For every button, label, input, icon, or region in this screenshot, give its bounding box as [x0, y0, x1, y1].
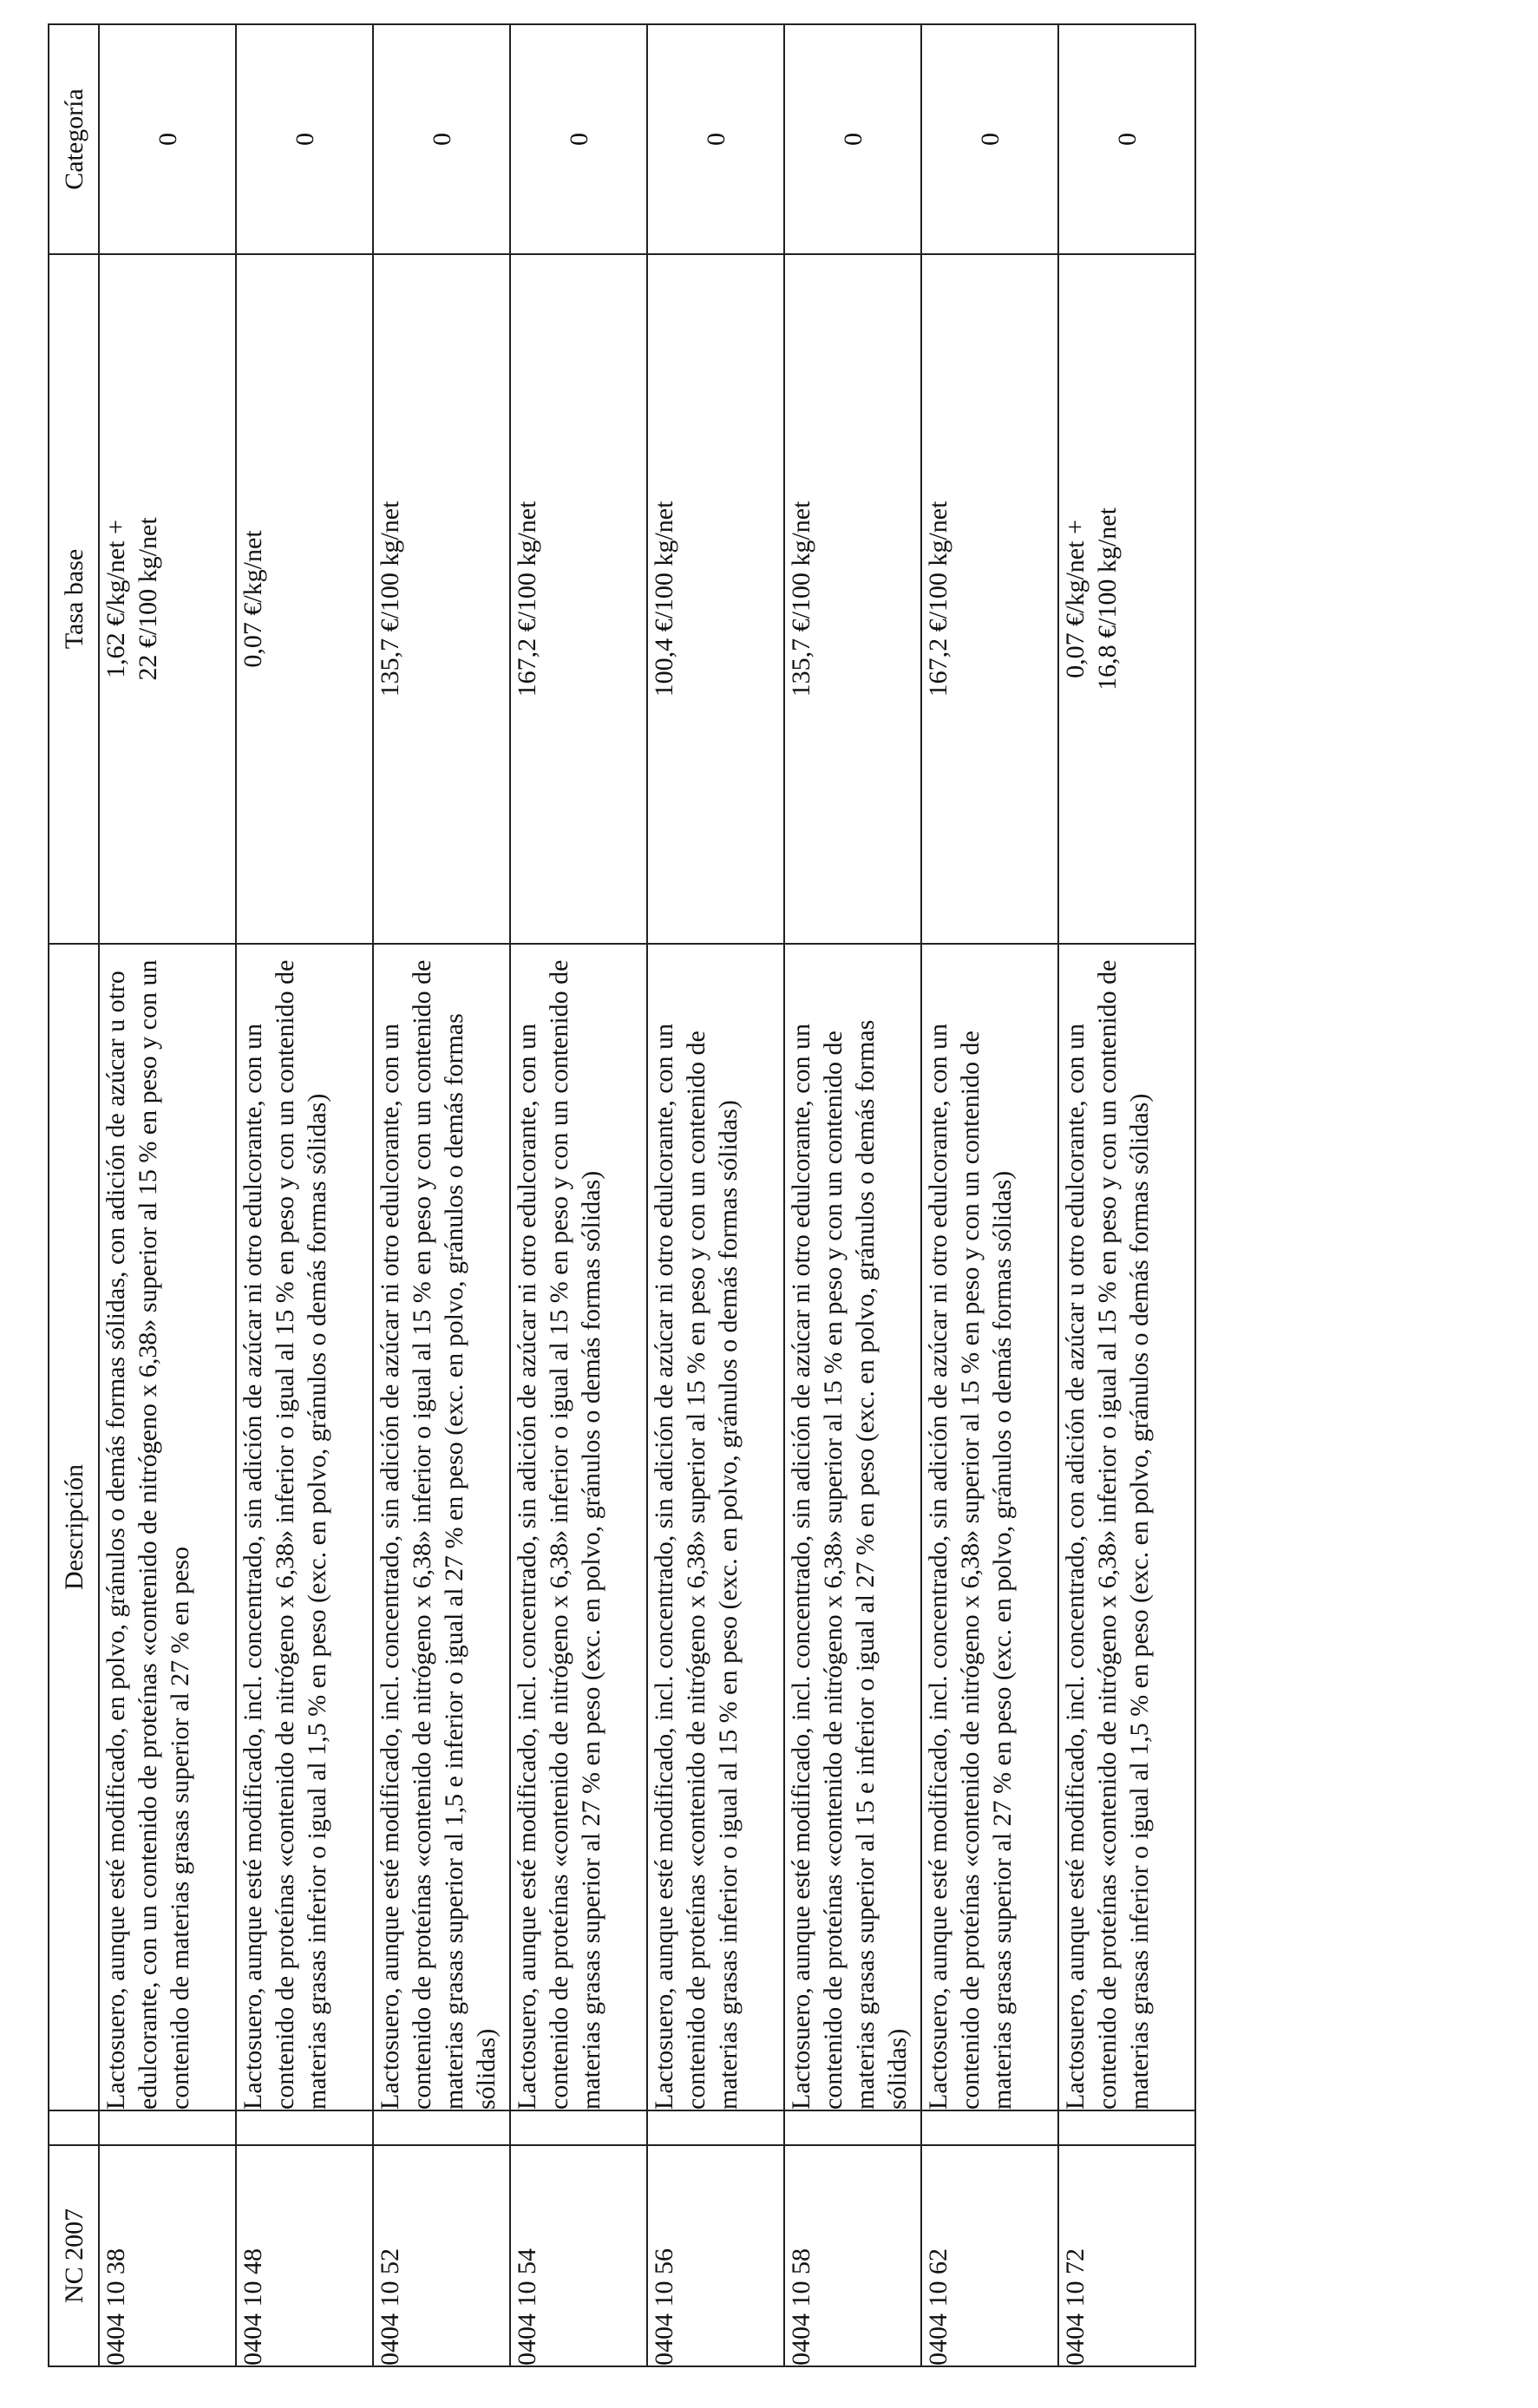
blank-cell — [921, 2110, 1058, 2145]
table-row — [236, 24, 373, 2366]
category-cell: 0 — [236, 24, 373, 254]
description-cell: Lactosuero, aunque esté modificado, en polvo, gránulos o demás formas sólidas, con adición de azúcar u otro edulcorante, con un contenido de proteínas «contenido de nitrógeno x 6,38» superior al 15 % en peso y con un contenido de materias grasas superior al 27 % en peso — [99, 944, 236, 2110]
table-header-row — [49, 24, 99, 2366]
base-rate-line: 167,2 €/100 kg/net — [924, 501, 952, 697]
nc-code: 0404 10 62 — [921, 2145, 1058, 2366]
base-rate-cell — [784, 254, 921, 944]
description-cell: Lactosuero, aunque esté modificado, incl. concentrado, sin adición de azúcar ni otro edulcorante, con un contenido de proteínas «contenido de nitrógeno x 6,38» superior al 15 % en peso y con un contenido de materias grasas inferior o igual al 15 % en peso (exc. en polvo, gránulos o demás formas sólidas) — [647, 944, 784, 2110]
nc-code: 0404 10 48 — [236, 2145, 373, 2366]
blank-cell — [784, 2110, 921, 2145]
blank-cell — [510, 2110, 647, 2145]
nc-code: 0404 10 54 — [510, 2145, 647, 2366]
blank-cell — [1058, 2110, 1195, 2145]
tariff-table — [48, 23, 1196, 2367]
base-rate-line: 135,7 €/100 kg/net — [787, 501, 815, 697]
nc-code: 0404 10 56 — [647, 2145, 784, 2366]
base-rate-line: 16,8 €/100 kg/net — [1093, 507, 1122, 690]
base-rate-line: 135,7 €/100 kg/net — [376, 501, 404, 697]
blank-cell — [647, 2110, 784, 2145]
blank-cell — [373, 2110, 510, 2145]
base-rate-cell — [99, 254, 236, 944]
base-rate-cell — [1058, 254, 1195, 944]
category-cell: 0 — [784, 24, 921, 254]
base-rate-cell — [510, 254, 647, 944]
header-blank — [49, 2110, 99, 2145]
table-row — [647, 24, 784, 2366]
category-cell: 0 — [921, 24, 1058, 254]
description-cell: Lactosuero, aunque esté modificado, incl. concentrado, sin adición de azúcar ni otro edulcorante, con un contenido de proteínas «contenido de nitrógeno x 6,38» inferior o igual al 15 % en peso y con un contenido de materias grasas superior al 1,5 e inferior o igual al 27 % en peso (exc. en polvo, gránulos o demás formas sólidas) — [373, 944, 510, 2110]
table-row — [784, 24, 921, 2366]
table-row — [510, 24, 647, 2366]
base-rate-line: 1,62 €/kg/net + — [101, 520, 130, 678]
header-nc: NC 2007 — [49, 2145, 99, 2366]
category-cell: 0 — [510, 24, 647, 254]
category-cell: 0 — [373, 24, 510, 254]
category-cell: 0 — [1058, 24, 1195, 254]
base-rate-cell — [236, 254, 373, 944]
category-cell: 0 — [99, 24, 236, 254]
table-row — [921, 24, 1058, 2366]
base-rate-cell — [647, 254, 784, 944]
blank-cell — [236, 2110, 373, 2145]
nc-code: 0404 10 58 — [784, 2145, 921, 2366]
base-rate-line: 100,4 €/100 kg/net — [650, 501, 678, 697]
base-rate-line: 0,07 €/kg/net + — [1061, 520, 1090, 678]
table-row — [1058, 24, 1195, 2366]
base-rate-cell — [373, 254, 510, 944]
description-cell: Lactosuero, aunque esté modificado, incl. concentrado, con adición de azúcar u otro edulcorante, con un contenido de proteínas «contenido de nitrógeno x 6,38» inferior o igual al 15 % en peso y con un contenido de materias grasas inferior o igual al 1,5 % en peso (exc. en polvo, gránulos o demás formas sólidas) — [1058, 944, 1195, 2110]
blank-cell — [99, 2110, 236, 2145]
header-descripcion: Descripción — [49, 944, 99, 2110]
nc-code: 0404 10 38 — [99, 2145, 236, 2366]
header-categoria: Categoría — [49, 24, 99, 254]
description-cell: Lactosuero, aunque esté modificado, incl. concentrado, sin adición de azúcar ni otro edulcorante, con un contenido de proteínas «contenido de nitrógeno x 6,38» superior al 15 % en peso y con un contenido de materias grasas superior al 15 e inferior o igual al 27 % en peso (exc. en polvo, gránulos o demás formas sólidas) — [784, 944, 921, 2110]
header-tasa: Tasa base — [49, 254, 99, 944]
base-rate-line: 167,2 €/100 kg/net — [513, 501, 541, 697]
nc-code: 0404 10 72 — [1058, 2145, 1195, 2366]
rotated-table-container — [48, 25, 1194, 2367]
description-cell: Lactosuero, aunque esté modificado, incl. concentrado, sin adición de azúcar ni otro edulcorante, con un contenido de proteínas «contenido de nitrógeno x 6,38» inferior o igual al 15 % en peso y con un contenido de materias grasas inferior o igual al 1,5 % en peso (exc. en polvo, gránulos o demás formas sólidas) — [236, 944, 373, 2110]
description-cell: Lactosuero, aunque esté modificado, incl. concentrado, sin adición de azúcar ni otro edulcorante, con un contenido de proteínas «contenido de nitrógeno x 6,38» superior al 15 % en peso y con un contenido de materias grasas superior al 27 % en peso (exc. en polvo, gránulos o demás formas sólidas) — [921, 944, 1058, 2110]
description-cell: Lactosuero, aunque esté modificado, incl. concentrado, sin adición de azúcar ni otro edulcorante, con un contenido de proteínas «contenido de nitrógeno x 6,38» inferior o igual al 15 % en peso y con un contenido de materias grasas superior al 27 % en peso (exc. en polvo, gránulos o demás formas sólidas) — [510, 944, 647, 2110]
base-rate-line: 22 €/100 kg/net — [134, 517, 162, 681]
base-rate-cell — [921, 254, 1058, 944]
table-row — [373, 24, 510, 2366]
nc-code: 0404 10 52 — [373, 2145, 510, 2366]
base-rate-line: 0,07 €/kg/net — [239, 530, 267, 668]
table-row — [99, 24, 236, 2366]
category-cell: 0 — [647, 24, 784, 254]
